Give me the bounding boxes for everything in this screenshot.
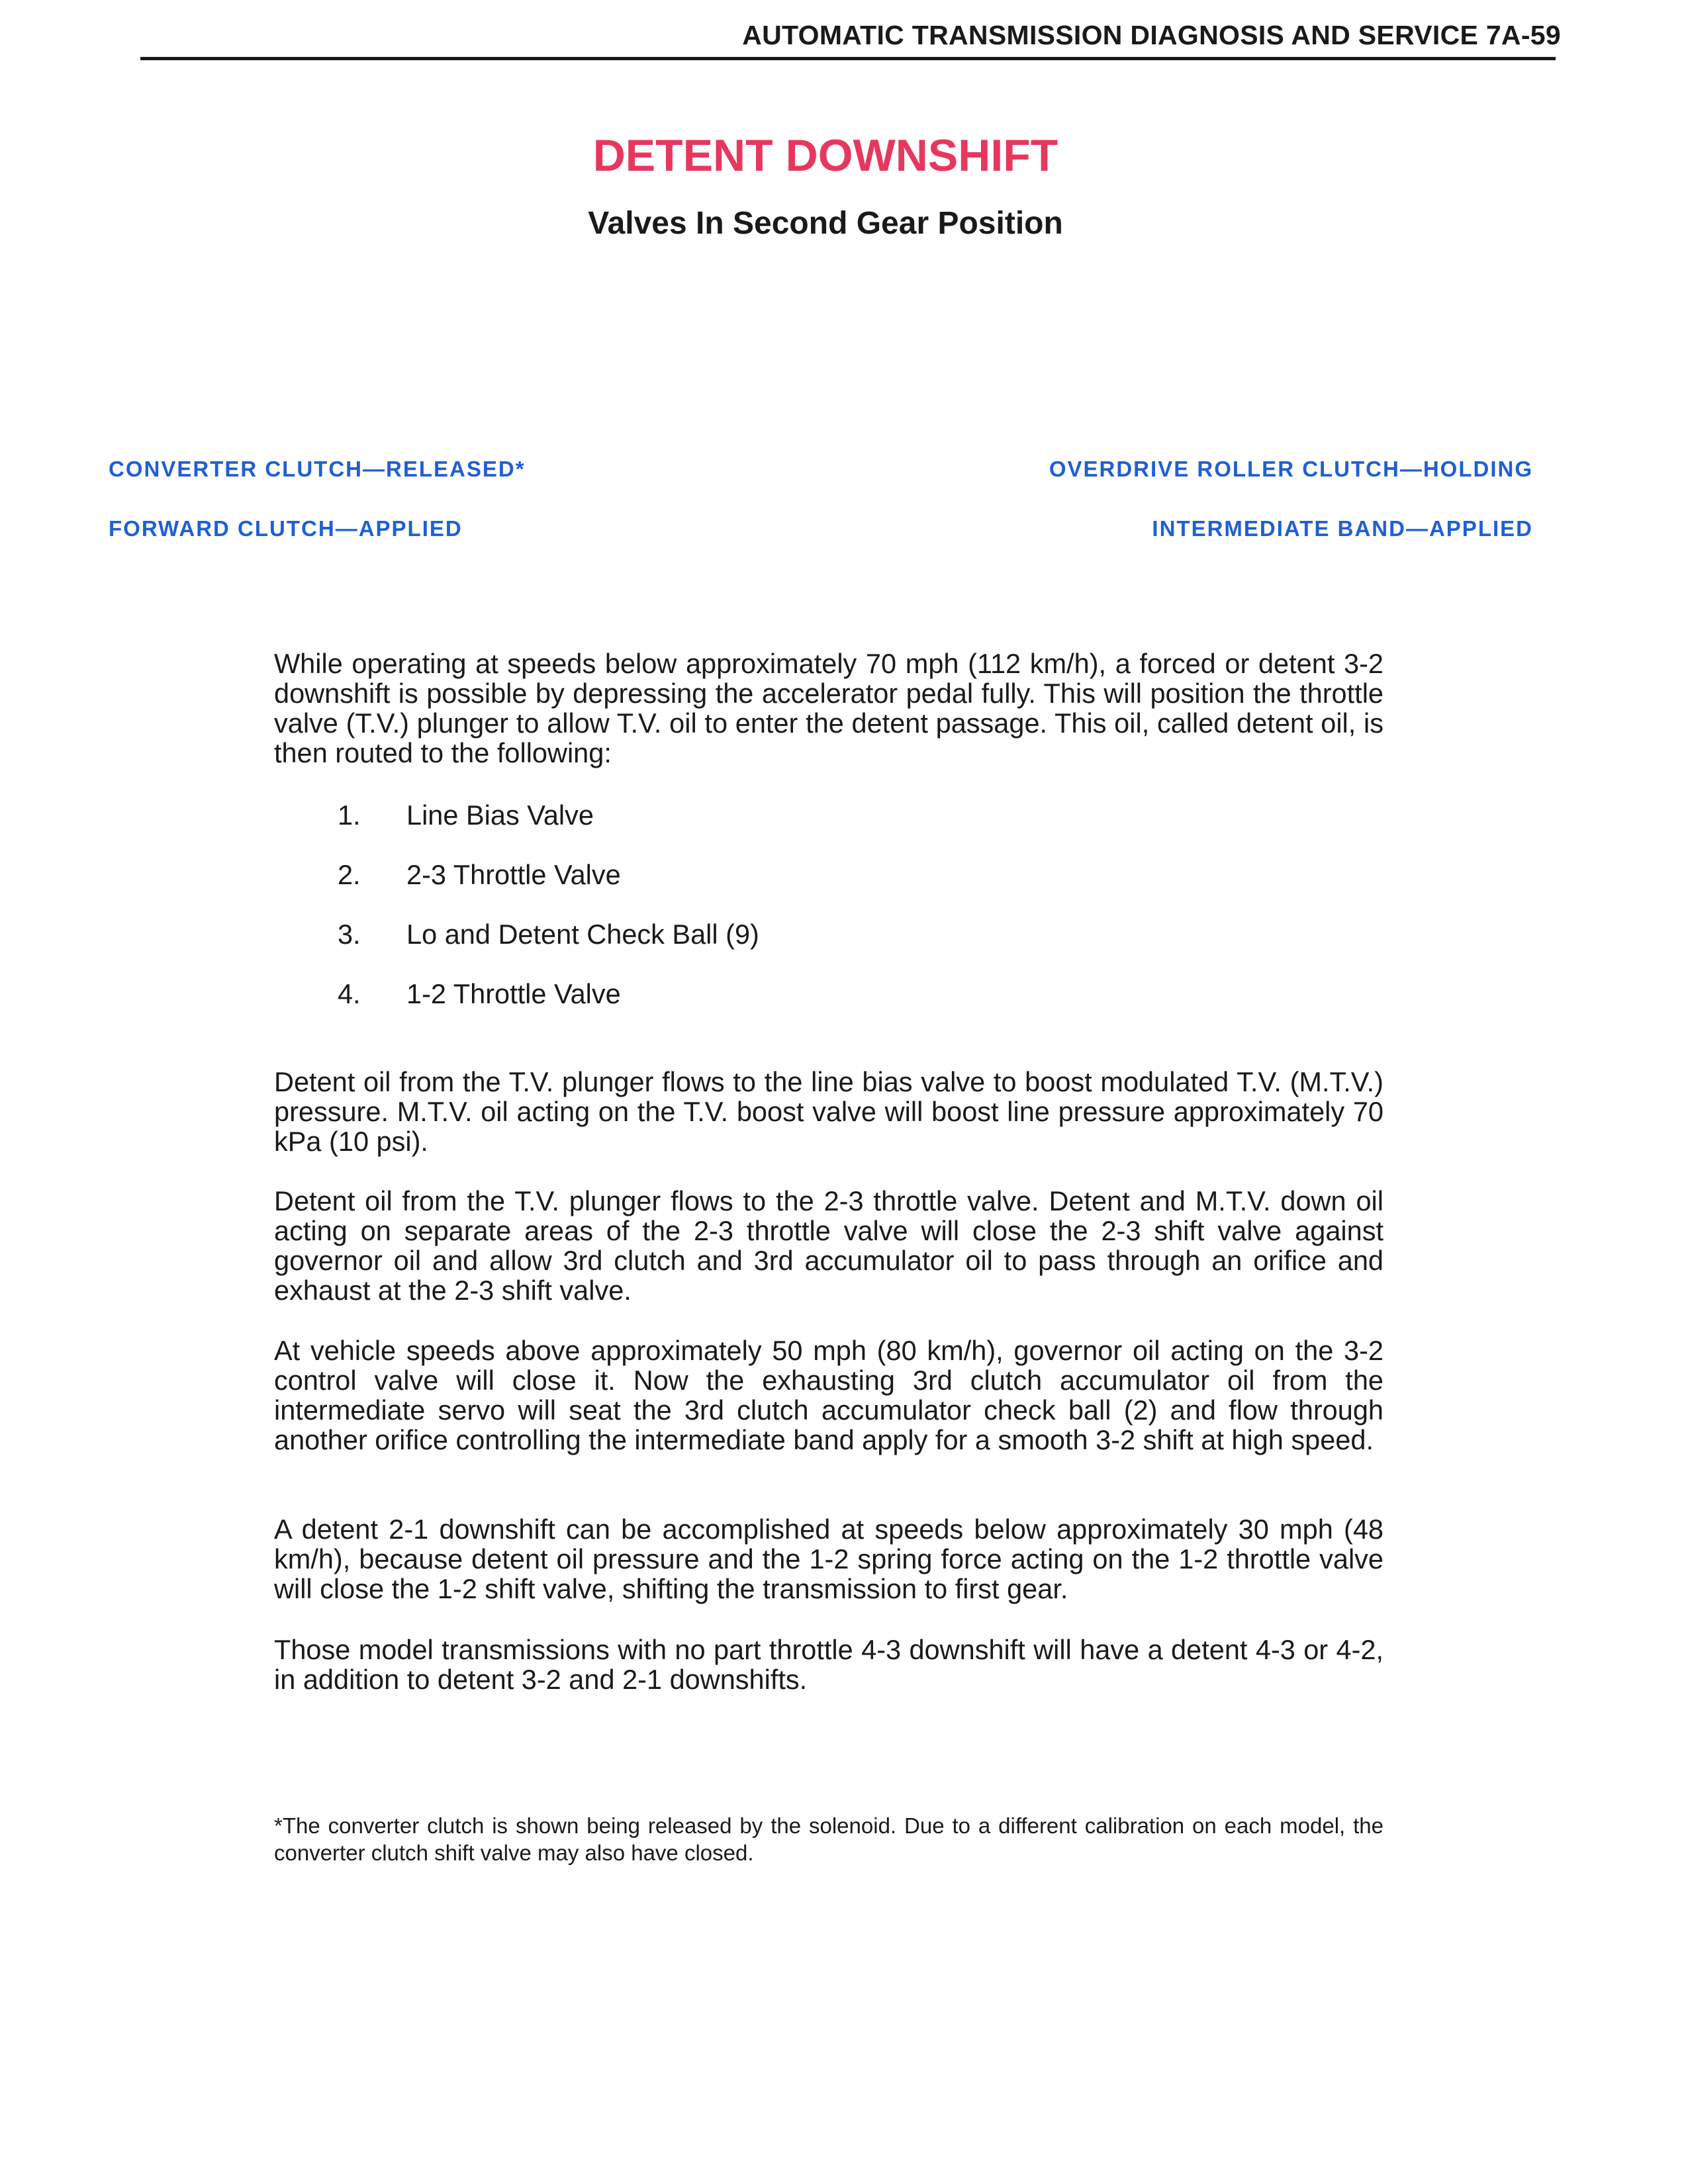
running-header: AUTOMATIC TRANSMISSION DIAGNOSIS AND SERVICE 7A-59 <box>742 20 1561 50</box>
paragraph-2-1-downshift: A detent 2-1 downshift can be accomplished at speeds below approximately 30 mph (48 km/h), because detent oil pressure and the 1-2 spring force acting on the 1-2 throttle valve will close the 1-2 shift valve, shifting the transmission to first gear. <box>274 1514 1383 1604</box>
status-intermediate-band: INTERMEDIATE BAND—APPLIED <box>1152 516 1533 541</box>
status-converter-clutch: CONVERTER CLUTCH—RELEASED* <box>109 457 526 481</box>
list-item-number: 4. <box>338 978 361 1009</box>
list-item-number: 1. <box>338 799 361 831</box>
list-item-number: 3. <box>338 919 361 950</box>
list-item-text: Line Bias Valve <box>406 799 594 831</box>
list-item <box>338 799 594 831</box>
paragraph-line-bias: Detent oil from the T.V. plunger flows to the line bias valve to boost modulated T.V. (M.T.V.) pressure. M.T.V. oil acting on the T.V. boost valve will boost line pressure approximately 70 kPa (10 psi). <box>274 1066 1383 1157</box>
header-rule <box>140 57 1556 60</box>
list-item <box>338 859 621 891</box>
list-item-text: 1-2 Throttle Valve <box>406 978 621 1009</box>
page-subtitle: Valves In Second Gear Position <box>588 206 1063 241</box>
list-item-text: Lo and Detent Check Ball (9) <box>406 919 759 950</box>
status-overdrive-roller-clutch: OVERDRIVE ROLLER CLUTCH—HOLDING <box>1049 457 1533 481</box>
status-forward-clutch: FORWARD CLUTCH—APPLIED <box>109 516 463 541</box>
paragraph-2-3-throttle: Detent oil from the T.V. plunger flows to the 2-3 throttle valve. Detent and M.T.V. down oil acting on separate areas of the 2-3 throttle valve will close the 2-3 shift valve against governor oil and allow 3rd clutch and 3rd accumulator oil to pass through an orifice and exhaust at the 2-3 shift valve. <box>274 1185 1383 1306</box>
intro-paragraph: While operating at speeds below approximately 70 mph (112 km/h), a forced or detent 3-2 downshift is possible by depressing the accelerator pedal fully. This will position the throttle valve (T.V.) plunger to allow T.V. oil to enter the detent passage. This oil, called detent oil, is then routed to the following: <box>274 648 1383 768</box>
footnote: *The converter clutch is shown being released by the solenoid. Due to a different calibration on each model, the converter clutch shift valve may also have closed. <box>274 1813 1383 1865</box>
paragraph-4-3-downshift: Those model transmissions with no part throttle 4-3 downshift will have a detent 4-3 or 4-2, in addition to detent 3-2 and 2-1 downshifts. <box>274 1634 1383 1695</box>
list-item <box>338 919 759 950</box>
page-title: DETENT DOWNSHIFT <box>592 130 1058 181</box>
paragraph-3-2-control: At vehicle speeds above approximately 50 mph (80 km/h), governor oil acting on the 3-2 control valve will close it. Now the exhausting 3rd clutch accumulator oil from the intermediate servo will seat the 3rd clutch accumulator check ball (2) and flow through another orifice controlling the intermediate band apply for a smooth 3-2 shift at high speed. <box>274 1335 1383 1455</box>
list-item-text: 2-3 Throttle Valve <box>406 859 621 890</box>
list-item-number: 2. <box>338 859 361 890</box>
list-item <box>338 978 621 1010</box>
